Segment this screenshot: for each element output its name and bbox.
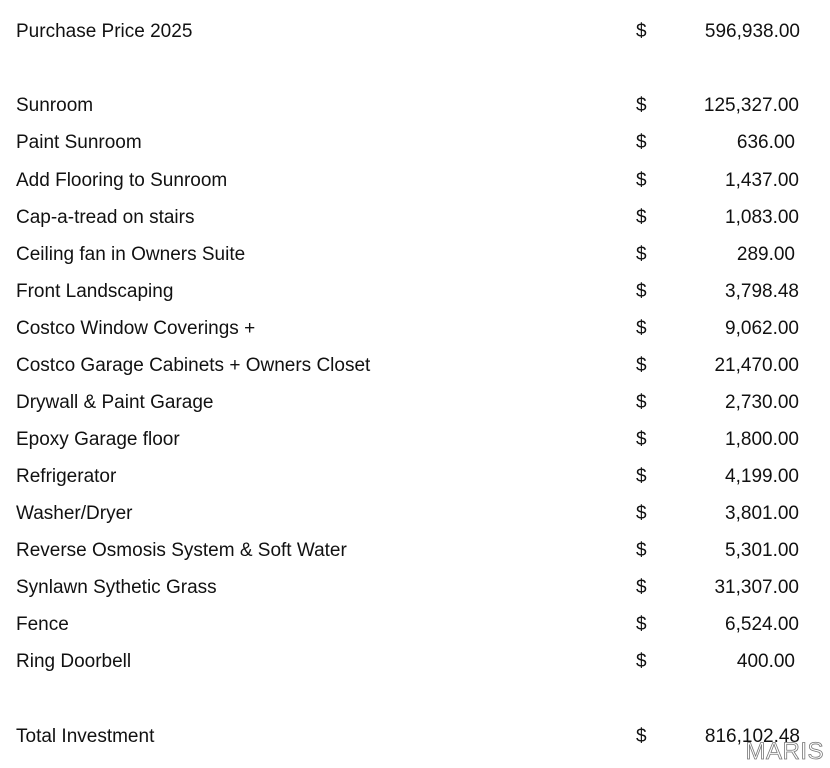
item-currency: $ bbox=[636, 170, 647, 191]
list-item bbox=[0, 91, 830, 121]
item-label: Refrigerator bbox=[16, 466, 117, 487]
item-amount: 400.00 bbox=[736, 651, 795, 672]
list-item bbox=[0, 351, 830, 381]
item-currency: $ bbox=[636, 614, 647, 635]
list-item bbox=[0, 128, 830, 158]
item-currency: $ bbox=[636, 281, 647, 302]
purchase-amount: 596,938.00 bbox=[704, 21, 800, 42]
item-amount: 1,083.00 bbox=[725, 207, 799, 228]
total-row bbox=[0, 722, 830, 752]
list-item bbox=[0, 240, 830, 270]
item-currency: $ bbox=[636, 392, 647, 413]
item-currency: $ bbox=[636, 355, 647, 376]
item-label: Fence bbox=[16, 614, 69, 635]
item-amount: 3,801.00 bbox=[725, 503, 799, 524]
item-currency: $ bbox=[636, 132, 647, 153]
list-item bbox=[0, 573, 830, 603]
item-currency: $ bbox=[636, 244, 647, 265]
item-amount: 636.00 bbox=[736, 132, 795, 153]
item-amount: 9,062.00 bbox=[725, 318, 799, 339]
list-item bbox=[0, 425, 830, 455]
item-currency: $ bbox=[636, 207, 647, 228]
purchase-row bbox=[0, 17, 830, 47]
item-label: Ceiling fan in Owners Suite bbox=[16, 244, 246, 265]
list-item bbox=[0, 610, 830, 640]
item-label: Costco Garage Cabinets + Owners Closet bbox=[16, 355, 371, 376]
item-currency: $ bbox=[636, 95, 647, 116]
item-currency: $ bbox=[636, 540, 647, 561]
list-item bbox=[0, 314, 830, 344]
item-currency: $ bbox=[636, 318, 647, 339]
item-label: Costco Window Coverings + bbox=[16, 318, 256, 339]
total-amount: 816,102.48 bbox=[704, 726, 800, 747]
item-label: Paint Sunroom bbox=[16, 132, 142, 153]
purchase-currency: $ bbox=[636, 21, 647, 42]
item-amount: 125,327.00 bbox=[703, 95, 799, 116]
item-currency: $ bbox=[636, 466, 647, 487]
item-label: Front Landscaping bbox=[16, 281, 174, 302]
item-currency: $ bbox=[636, 429, 647, 450]
item-label: Washer/Dryer bbox=[16, 503, 133, 524]
item-label: Drywall & Paint Garage bbox=[16, 392, 214, 413]
item-amount: 1,437.00 bbox=[725, 170, 799, 191]
item-amount: 1,800.00 bbox=[725, 429, 799, 450]
item-amount: 5,301.00 bbox=[725, 540, 799, 561]
item-label: Reverse Osmosis System & Soft Water bbox=[16, 540, 347, 561]
purchase-label: Purchase Price 2025 bbox=[16, 21, 193, 42]
item-amount: 3,798.48 bbox=[725, 281, 799, 302]
list-item bbox=[0, 388, 830, 418]
total-currency: $ bbox=[636, 726, 647, 747]
item-currency: $ bbox=[636, 577, 647, 598]
total-label: Total Investment bbox=[16, 726, 155, 747]
item-amount: 21,470.00 bbox=[714, 355, 799, 376]
list-item bbox=[0, 499, 830, 529]
list-item bbox=[0, 462, 830, 492]
item-amount: 4,199.00 bbox=[725, 466, 799, 487]
item-label: Add Flooring to Sunroom bbox=[16, 170, 228, 191]
list-item bbox=[0, 647, 830, 677]
item-amount: 6,524.00 bbox=[725, 614, 799, 635]
item-amount: 31,307.00 bbox=[714, 577, 799, 598]
list-item bbox=[0, 277, 830, 307]
item-label: Sunroom bbox=[16, 95, 94, 116]
item-amount: 2,730.00 bbox=[725, 392, 799, 413]
list-item bbox=[0, 203, 830, 233]
maris-watermark: MARIS bbox=[745, 738, 824, 765]
item-currency: $ bbox=[636, 651, 647, 672]
item-label: Epoxy Garage floor bbox=[16, 429, 180, 450]
item-amount: 289.00 bbox=[736, 244, 795, 265]
list-item bbox=[0, 166, 830, 196]
item-label: Synlawn Sythetic Grass bbox=[16, 577, 217, 598]
item-label: Ring Doorbell bbox=[16, 651, 132, 672]
list-item bbox=[0, 536, 830, 566]
item-currency: $ bbox=[636, 503, 647, 524]
item-label: Cap-a-tread on stairs bbox=[16, 207, 195, 228]
